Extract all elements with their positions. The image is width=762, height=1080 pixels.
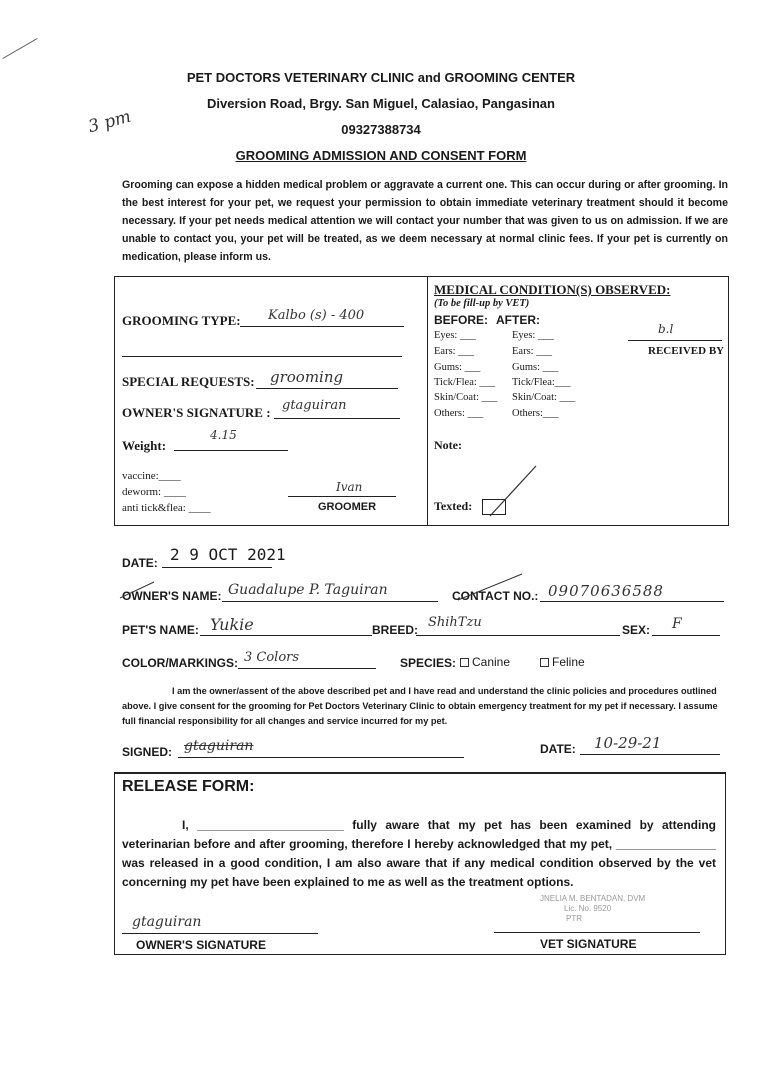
after-label: AFTER: (496, 313, 540, 327)
release-title: RELEASE FORM: (122, 778, 255, 795)
consent-text: I am the owner/assent of the above described pet and I have read and understand the clinic policies and procedures outlined above. I give consent for the grooming for Pet Doctors Veterinary Clinic to obtain emergency treatment for my pet if necessary. I assume full financial responsibility for all changes and service incurred for my pet. (122, 686, 718, 726)
breed-label: BREED: (372, 623, 419, 637)
contact-value[interactable]: 09070636588 (548, 582, 664, 600)
margin-note: 3 pm (86, 106, 134, 138)
feline-checkbox[interactable] (540, 658, 549, 667)
before-item: Gums: ___ (434, 362, 481, 373)
before-label: BEFORE: (434, 313, 488, 327)
medical-subtitle: (To be fill-up by VET) (434, 298, 530, 309)
margin-mark (2, 38, 37, 59)
date-label: DATE: (122, 556, 158, 570)
strike-mark-icon (456, 572, 526, 602)
received-label: RECEIVED BY (648, 345, 725, 357)
date-stamp[interactable]: 2 9 OCT 2021 (170, 545, 286, 564)
breed-value[interactable]: ShihTzu (428, 615, 482, 630)
color-label: COLOR/MARKINGS: (122, 656, 238, 670)
contact-line (540, 601, 724, 602)
species-canine-option[interactable] (460, 655, 510, 669)
groomer-label: GROOMER (318, 501, 377, 513)
vet-stamp (540, 894, 650, 924)
after-item: Eyes: ___ (512, 330, 554, 341)
deworm-label: deworm: ____ (122, 486, 186, 498)
weight-value[interactable]: 4.15 (210, 428, 237, 442)
signed-line (178, 757, 464, 758)
clinic-phone: 09327388734 (341, 122, 421, 137)
sex-label: SEX: (622, 623, 651, 637)
grooming-type-label: GROOMING TYPE: (122, 313, 241, 328)
groomer-value[interactable]: Ivan (336, 480, 363, 494)
weight-label: Weight: (122, 438, 167, 453)
vet-signature-label: VET SIGNATURE (540, 937, 637, 951)
feline-label: Feline (552, 655, 585, 669)
signed-label: SIGNED: (122, 745, 173, 759)
color-line (238, 668, 376, 669)
texted-label: Texted: (434, 499, 473, 513)
special-requests-value[interactable]: grooming (270, 368, 344, 386)
check-mark-icon (488, 462, 538, 522)
grooming-type-value[interactable]: Kalbo (s) - 400 (268, 308, 365, 323)
contact-label: CONTACT NO.: (452, 589, 539, 603)
grooming-type-line (240, 326, 404, 327)
after-item: Gums: ___ (512, 362, 559, 373)
special-requests-label: SPECIAL REQUESTS: (122, 374, 255, 389)
species-label: SPECIES: (400, 656, 457, 670)
received-line (628, 340, 722, 341)
before-item: Ears: ___ (434, 346, 474, 357)
date2-line (580, 754, 720, 755)
before-item: Tick/Flea: ___ (434, 377, 496, 388)
medical-title: MEDICAL CONDITION(S) OBSERVED: (434, 282, 671, 297)
after-item: Skin/Coat: ___ (512, 392, 576, 403)
owner-signature-value[interactable]: gtaguiran (282, 398, 347, 413)
tickflea-label: anti tick&flea: ____ (122, 502, 211, 514)
pet-name-label: PET'S NAME: (122, 623, 199, 637)
owner-name-value[interactable]: Guadalupe P. Taguiran (228, 582, 388, 598)
color-value[interactable]: 3 Colors (244, 650, 300, 665)
breed-line (416, 635, 620, 636)
weight-line (174, 450, 288, 451)
owner-signature-line (274, 418, 400, 419)
form-title: GROOMING ADMISSION AND CONSENT FORM (235, 148, 527, 163)
release-owner-line (122, 933, 318, 934)
clinic-name: PET DOCTORS VETERINARY CLINIC and GROOMING CENTER (186, 70, 576, 85)
stamp-name: JNELIA M. BENTADAN, DVM (540, 894, 646, 903)
received-value[interactable]: b.l (658, 322, 674, 336)
signed-value[interactable]: gtaguiran (184, 738, 254, 754)
sex-value[interactable]: F (672, 616, 682, 632)
canine-label: Canine (472, 655, 511, 669)
date-line (162, 567, 272, 568)
date2-value[interactable]: 10-29-21 (594, 734, 662, 752)
sex-line (652, 635, 720, 636)
vet-signature-line (494, 932, 700, 933)
strike-mark-icon (118, 580, 158, 600)
release-owner-label: OWNER'S SIGNATURE (136, 938, 266, 952)
date2-label: DATE: (540, 742, 576, 756)
species-feline-option[interactable] (540, 655, 585, 669)
consent-paragraph (122, 684, 728, 729)
before-item: Eyes: ___ (434, 330, 476, 341)
release-paragraph: I, ______________________ fully aware that my pet has been examined by attending veterinarian before and after grooming, therefore I hereby acknowledged that my pet, _______________ was released in a good condition, I am also aware that if any medical condition observed by the vet concerning my pet have been explained to me as well as the treatment options. (122, 818, 716, 889)
after-item: Tick/Flea:___ (512, 377, 571, 388)
owner-name-line (222, 601, 438, 602)
intro-paragraph: Grooming can expose a hidden medical problem or aggravate a current one. This can occur during or after grooming. In the best interest for your pet, we request your permission to obtain immediate veterinary treatment should it become necessary. If your pet needs medical attention we will contact your number that was given to us on admission. If we are unable to contact you, your pet will be treated, as we deem necessary at normal clinic fees. If your pet is currently on medication, please inform us. (122, 179, 728, 263)
special-requests-line (256, 388, 398, 389)
after-item: Ears: ___ (512, 346, 552, 357)
owner-signature-label: OWNER'S SIGNATURE : (122, 405, 271, 420)
stamp-license: Lic. No. 9520 (564, 904, 612, 913)
groomer-line (288, 496, 396, 497)
owner-name-label: OWNER'S NAME: (122, 589, 222, 603)
after-item: Others:___ (512, 408, 559, 419)
note-label: Note: (434, 438, 462, 452)
release-owner-signature[interactable]: gtaguiran (132, 914, 202, 930)
stamp-ptr: PTR (566, 914, 582, 923)
grooming-extra-line (122, 356, 402, 357)
pet-name-line (200, 635, 372, 636)
clinic-address: Diversion Road, Brgy. San Miguel, Calasiao, Pangasinan (207, 96, 555, 111)
canine-checkbox[interactable] (460, 658, 469, 667)
vaccine-label: vaccine:____ (122, 470, 181, 482)
before-item: Skin/Coat: ___ (434, 392, 498, 403)
before-item: Others: ___ (434, 408, 484, 419)
pet-name-value[interactable]: Yukie (210, 615, 254, 634)
